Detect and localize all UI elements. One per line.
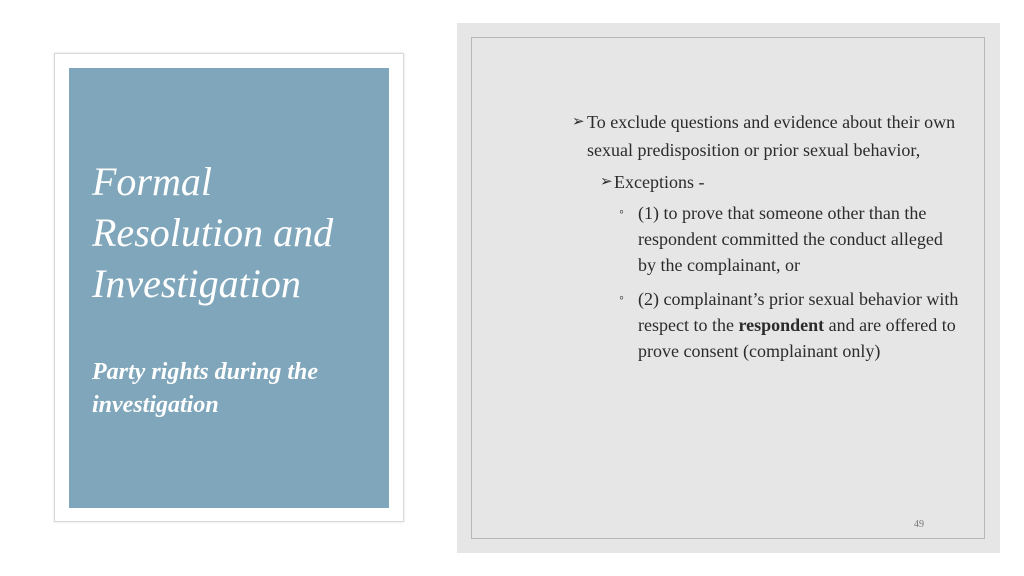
exception-text-bold: respondent	[738, 315, 825, 335]
bullet-exclude-evidence	[572, 108, 962, 164]
arrow-bullet-icon: ➢	[600, 174, 613, 190]
bullet-exceptions	[600, 168, 962, 196]
exception-text: (1) to prove that someone other than the respondent committed the conduct alleged by the complainant, or	[638, 203, 943, 275]
title-card	[54, 53, 404, 522]
content-frame	[457, 23, 1000, 553]
exception-text-pre: (2) complainant’s prior sexual behavior with respect to the	[638, 289, 959, 335]
circle-bullet-icon: ◦	[619, 205, 624, 220]
exception-text-post: and are offered to prove consent (complainant only)	[638, 315, 956, 361]
circle-bullet-icon: ◦	[619, 291, 624, 306]
bullet-text: To exclude questions and evidence about their own sexual predisposition or prior sexual behavior,	[587, 112, 956, 160]
exception-item-2	[619, 286, 962, 364]
content-panel	[471, 37, 985, 539]
title-panel	[69, 68, 389, 508]
exception-item-1	[619, 200, 962, 278]
slide-title: Formal Resolution and Investigation	[92, 159, 334, 306]
arrow-bullet-icon: ➢	[572, 114, 585, 130]
bullet-text: Exceptions -	[614, 172, 705, 192]
slide-subtitle: Party rights during the investigation	[92, 359, 319, 418]
bullet-list	[572, 108, 962, 364]
page-number: 49	[914, 519, 924, 530]
